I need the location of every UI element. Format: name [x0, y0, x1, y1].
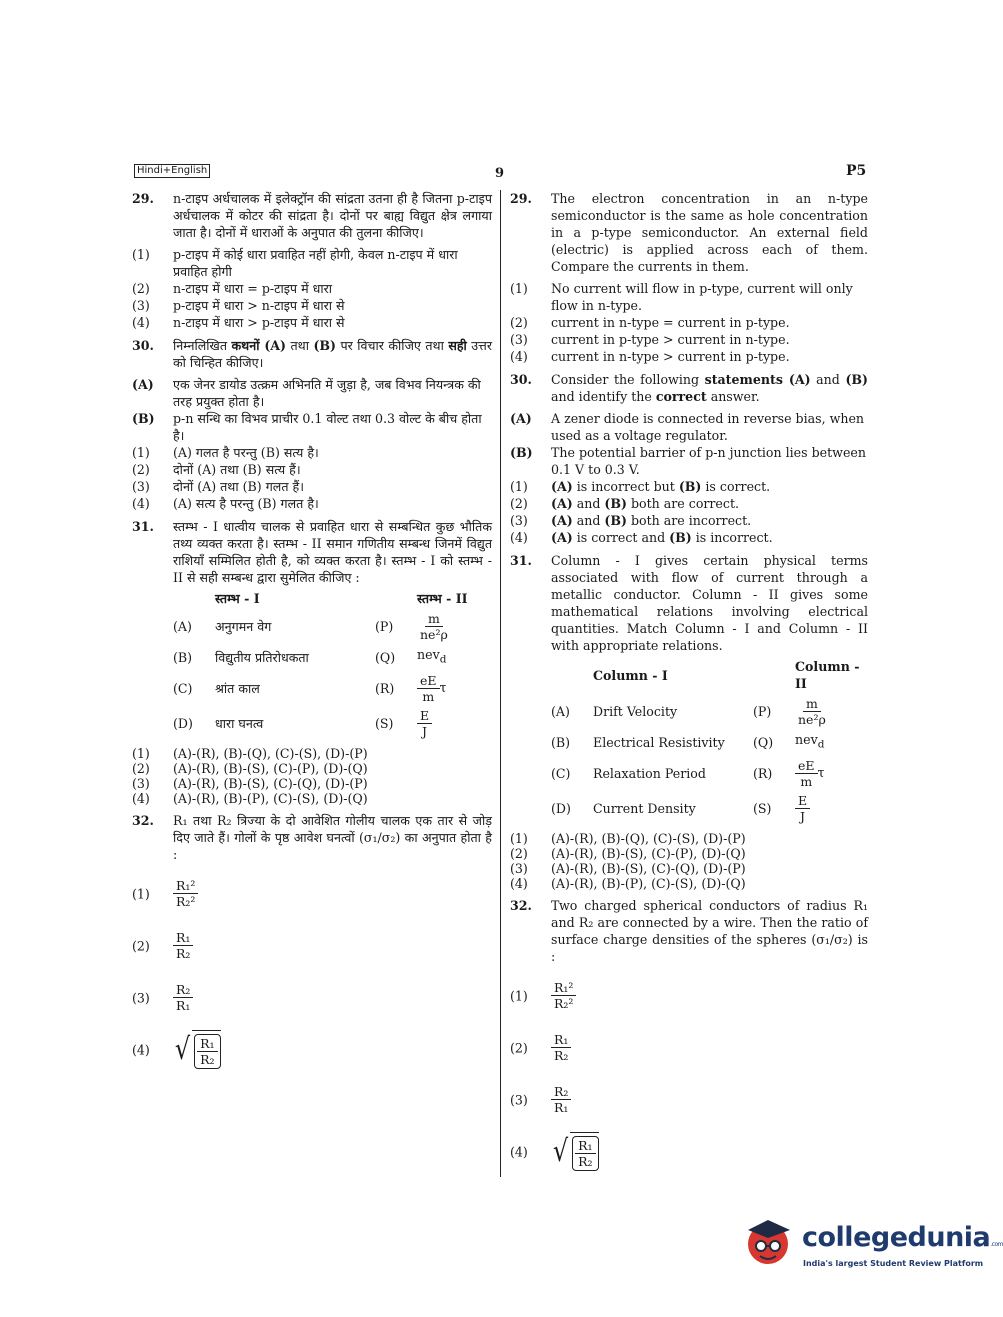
sqrt-sign: √: [174, 1031, 191, 1067]
question-number: 30.: [510, 372, 532, 387]
question-31-english: [510, 552, 868, 826]
page-number: 9: [495, 166, 505, 181]
question-number: 30.: [132, 338, 154, 353]
question-number: 31.: [132, 519, 154, 534]
option[interactable]: (3) (A)-(R), (B)-(S), (C)-(Q), (D)-(P): [132, 775, 368, 791]
option-number: (3): [132, 298, 150, 313]
formula-s: $\frac{E}{J}$: [795, 793, 810, 824]
option[interactable]: (1) (A) is incorrect but (B) is correct.: [510, 479, 771, 494]
option[interactable]: (2) current in n-type = current in p-type.: [510, 315, 790, 330]
option[interactable]: (3) दोनों (A) तथा (B) गलत हैं।: [132, 479, 304, 494]
question-text: निम्नलिखित कथनों (A) तथा (B) पर विचार कीजिए तथा सही उत्तर को चिन्हित कीजिए।: [173, 338, 493, 370]
option-number: (1): [132, 247, 150, 262]
question-number: 31.: [510, 553, 532, 568]
question-number: 32.: [510, 897, 532, 913]
option[interactable]: (4) current in n-type > current in p-type.: [510, 349, 790, 364]
option[interactable]: (3) (A) and (B) both are incorrect.: [510, 513, 752, 528]
option[interactable]: (3) (A)-(R), (B)-(S), (C)-(Q), (D)-(P): [510, 860, 746, 876]
option[interactable]: [132, 246, 492, 280]
option[interactable]: [132, 314, 492, 331]
statement-b: (B) p-n सन्धि का विभव प्राचीर 0.1 वोल्ट तथा 0.3 वोल्ट के बीच होता है।: [132, 411, 482, 443]
question-30-english: [510, 371, 868, 405]
formula-p: $\frac{m}{\text{ne²ρ}}$: [798, 696, 826, 727]
option[interactable]: (2) $\frac{\text{R₁}}{\text{R₂}}$: [510, 1022, 868, 1074]
option[interactable]: (3) $\frac{\text{R₂}}{\text{R₁}}$: [510, 1074, 868, 1126]
question-31-hindi: [132, 518, 492, 741]
question-text: Consider the following statements (A) and (B) and identify the correct answer.: [551, 372, 868, 404]
option[interactable]: (1) (A)-(R), (B)-(Q), (C)-(S), (D)-(P): [132, 745, 368, 761]
option[interactable]: (1) $\frac{\text{R₁²}}{\text{R₂²}}$: [510, 970, 868, 1022]
formula-p: $\frac{m}{\text{ne²ρ}}$: [420, 611, 448, 642]
formula-q: nev$_d$: [417, 647, 447, 666]
option[interactable]: (4) √ $\frac{\text{R₁}}{\text{R₂}}$: [132, 1024, 492, 1076]
option-text: p-टाइप में धारा > n-टाइप में धारा से: [173, 298, 345, 313]
hindi-column: [132, 190, 492, 1076]
language-tag: Hindi+English: [134, 164, 210, 178]
option[interactable]: (2) दोनों (A) तथा (B) सत्य हैं।: [132, 462, 301, 477]
question-number: 32.: [132, 812, 154, 828]
formula-s: $\frac{E}{J}$: [417, 708, 432, 739]
option[interactable]: (2) $\frac{\text{R₁}}{\text{R₂}}$: [132, 920, 492, 972]
option[interactable]: (1) No current will flow in p-type, current will only flow in n-type.: [510, 281, 853, 313]
question-30-hindi: [132, 337, 492, 371]
formula-r: $\frac{eE}{m}$: [417, 673, 440, 704]
question-number: 29.: [132, 191, 154, 206]
option-text: p-टाइप में कोई धारा प्रवाहित नहीं होगी, केवल n-टाइप में धारा प्रवाहित होगी: [173, 247, 458, 279]
option-text: n-टाइप में धारा > p-टाइप में धारा से: [173, 315, 345, 330]
question-29-english: [510, 190, 868, 275]
set-code: P5: [846, 163, 867, 179]
option[interactable]: (3) $\frac{\text{R₂}}{\text{R₁}}$: [132, 972, 492, 1024]
logo-name: collegedunia.com: [802, 1222, 1003, 1253]
english-column: [510, 190, 868, 1178]
option-text: n-टाइप में धारा = p-टाइप में धारा: [173, 281, 333, 296]
question-text: Two charged spherical conductors of radius R₁ and R₂ are connected by a wire. Then the ratio of surface charge densities of the spheres (σ₁/σ₂) is :: [551, 897, 868, 964]
statement-a: (A) एक जेनर डायोड उत्क्रम अभिनति में जुड़ा है, जब विभव नियन्त्रक की तरह प्रयुक्त होता है।: [132, 377, 481, 409]
option[interactable]: (2) (A)-(R), (B)-(S), (C)-(P), (D)-(Q): [510, 845, 746, 861]
match-table: स्तम्भ - I स्तम्भ - II (A) अनुगमन वेग (P) $\frac{m}{\text{ne²ρ}}$ (B) विद्युतीय प्रतिरोधकता (Q) nev$_d$ (C) श्रांत काल (R) $\frac{eE}{m}$ τ (D) धारा घनत्व (S) $\frac{E}{J}$: [173, 591, 468, 739]
option-number: (2): [132, 281, 150, 296]
option[interactable]: (4) (A)-(R), (B)-(P), (C)-(S), (D)-(Q): [132, 790, 368, 806]
option[interactable]: (4) (A)-(R), (B)-(P), (C)-(S), (D)-(Q): [510, 875, 746, 891]
formula-q: nev$_d$: [795, 732, 825, 751]
question-text: R₁ तथा R₂ त्रिज्या के दो आवेशित गोलीय चालक एक तार से जोड़ दिए जाते हैं। गोलों के पृष्ठ आवेश घनत्वों (σ₁/σ₂) का अनुपात होता है :: [173, 812, 492, 862]
option[interactable]: [132, 280, 492, 297]
statement-a: (A) A zener diode is connected in reverse bias, when used as a voltage regulator.: [510, 411, 865, 443]
logo-tagline: India's largest Student Review Platform: [803, 1259, 984, 1268]
column-divider: [500, 190, 501, 1177]
question-text: The electron concentration in an n-type semiconductor is the same as hole concentration in a p-type semiconductor. An external field (electric) is applied across each of them. Compare the currents in them.: [551, 191, 868, 274]
option[interactable]: (1) (A)-(R), (B)-(Q), (C)-(S), (D)-(P): [510, 830, 746, 846]
question-32-english: [510, 897, 868, 965]
statement-b: (B) The potential barrier of p-n junction lies between 0.1 V to 0.3 V.: [510, 445, 866, 477]
match-table: Column - I Column - II (A) Drift Velocity (P) $\frac{m}{\text{ne²ρ}}$ (B) Electrical Resistivity (Q) nev$_d$ (C) Relaxation Period (R) $\frac{eE}{m}$ τ (D) Current Density (S) $\frac{E}{J}$: [551, 656, 868, 826]
question-text: Column - I gives certain physical terms associated with flow of current through a metallic conductor. Column - II gives some mathematical relations involving electrical quantities. Match Column - I and Column - II with appropriate relations.: [551, 553, 868, 653]
option[interactable]: (2) (A)-(R), (B)-(S), (C)-(P), (D)-(Q): [132, 760, 368, 776]
question-29-hindi: [132, 190, 492, 241]
option-number: (4): [132, 315, 150, 330]
option[interactable]: (4) √ $\frac{\text{R₁}}{\text{R₂}}$: [510, 1126, 868, 1178]
question-number: 29.: [510, 191, 532, 206]
question-text: स्तम्भ - I धात्वीय चालक से प्रवाहित धारा से सम्बन्धित कुछ भौतिक तथ्य व्यक्त करता है। स्तम्भ - II समान गणितीय सम्बन्ध जिनमें विद्युत राशियाँ सम्मिलित होती है, को व्यक्त करता है। स्तम्भ - I को स्तम्भ - II से सही सम्बन्ध द्वारा सुमेलित कीजिए :: [173, 519, 492, 585]
option[interactable]: (1) $\frac{\text{R₁²}}{\text{R₂²}}$: [132, 868, 492, 920]
option[interactable]: (4) (A) सत्य है परन्तु (B) गलत है।: [132, 496, 319, 511]
question-text: n-टाइप अर्धचालक में इलेक्ट्रॉन की सांद्रता उतना ही है जितना p-टाइप अर्धचालक में कोटर की सांद्रता है। दोनों पर बाह्य विद्युत क्षेत्र लगाया जाता है। दोनों में धाराओं के अनुपात की तुलना कीजिए।: [173, 191, 492, 240]
option[interactable]: [132, 297, 492, 314]
question-32-hindi: [132, 812, 492, 863]
formula-r: $\frac{eE}{m}$: [795, 758, 818, 789]
option[interactable]: (2) (A) and (B) both are correct.: [510, 496, 740, 511]
sqrt-sign: √: [552, 1133, 569, 1169]
option[interactable]: (1) (A) गलत है परन्तु (B) सत्य है।: [132, 445, 319, 460]
option[interactable]: (3) current in p-type > current in n-type.: [510, 332, 790, 347]
option[interactable]: (4) (A) is correct and (B) is incorrect.: [510, 530, 773, 545]
